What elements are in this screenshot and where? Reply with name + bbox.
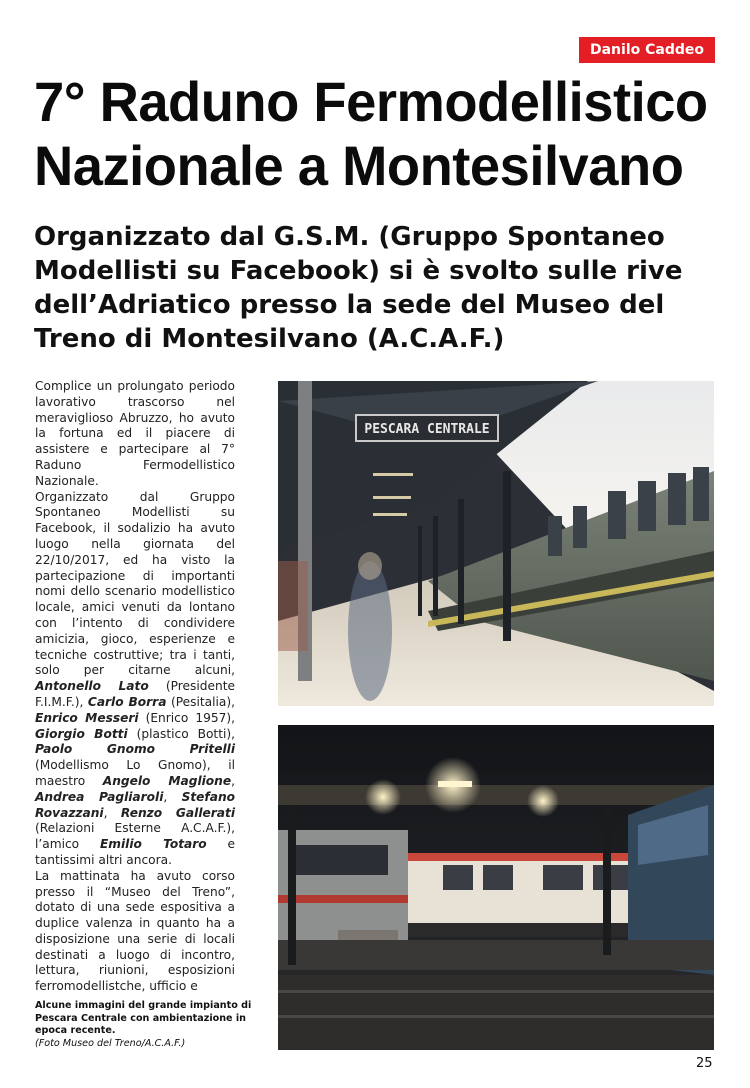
body-paragraph-1: Complice un prolungato periodo lavorativo trascorso nel meraviglioso Abruzzo, ho avuto la fortuna ed il piacere di assistere e partecipare al 7° Raduno Fermodellistico Nazionale. (35, 379, 235, 488)
person-name: Emilio Totaro (99, 837, 207, 852)
photo-pescara-platform (278, 381, 714, 706)
page-number: 25 (696, 1056, 713, 1071)
person-name: Giorgio Botti (35, 726, 128, 741)
body-text: , (231, 773, 235, 788)
subtitle-line-1: Organizzato dal G.S.M. (Gruppo Spontaneo (34, 222, 665, 252)
platform-scene (278, 381, 714, 706)
person-name: Angelo Maglione (102, 773, 232, 788)
body-text: e tantissimi altri ancora. (35, 837, 235, 867)
person-name: Andrea Pagliaroli (35, 789, 164, 804)
night-scene (278, 725, 714, 1050)
subtitle-line-3: dell’Adriatico presso la sede del Museo del (34, 290, 665, 320)
body-text: (Modellismo Lo Gnomo), il maestro (35, 758, 235, 788)
article-title (34, 70, 708, 198)
author-badge: Danilo Caddeo (579, 37, 715, 63)
article-body (35, 379, 235, 995)
title-line-1: 7° Raduno Fermodellistico (34, 70, 708, 133)
body-paragraph-2 (35, 490, 235, 869)
person-name: Renzo Gallerati (120, 805, 236, 820)
caption-credit: (Foto Museo del Treno/A.C.A.F.) (35, 1037, 186, 1049)
body-paragraph-3: La mattinata ha avuto corso presso il “Museo del Treno”, dotato di una sede espositiva a duplice valenza in quanto ha a disposizione una serie di locali destinati a luogo di incontro, lettura, riunioni, esposizioni ferromodellistche, ufficio e (35, 868, 235, 994)
body-text: , (103, 805, 121, 820)
body-text: Organizzato dal Gruppo Spontaneo Modellisti su Facebook, il sodalizio ha avuto luogo nella giornata del 22/10/2017, ed ha visto la partecipazione di importanti nomi dello scenario modellistico locale, amici venuti da lontano con l’intento di condividere amicizia, gioco, esperienze e tecniche costruttive; tra i tanti, solo per citarne alcuni, (35, 489, 235, 678)
person-name: Paolo Gnomo Pritelli (35, 742, 235, 757)
subtitle-line-4: Treno di Montesilvano (A.C.A.F.) (34, 324, 505, 354)
title-line-2: Nazionale a Montesilvano (34, 134, 684, 197)
body-text: (Pesitalia), (166, 694, 235, 709)
body-text: , (163, 789, 182, 804)
person-name: Carlo Borra (87, 694, 167, 709)
body-text: (Enrico 1957), (138, 710, 235, 725)
person-name: Enrico Messeri (35, 710, 139, 725)
station-sign-text: PESCARA CENTRALE (364, 422, 490, 437)
body-text: (Presidente F.I.M.F.), (35, 679, 235, 709)
photo-pescara-night (278, 725, 714, 1050)
article-subtitle (34, 220, 719, 356)
person-name: Stefano Rovazzani (35, 789, 236, 820)
body-text: (Relazioni Esterne A.C.A.F.), l’amico (35, 821, 235, 852)
photo-caption (35, 1000, 260, 1050)
person-name: Antonello Lato (35, 679, 149, 694)
caption-text: Alcune immagini del grande impianto di Pescara Centrale con ambientazione in epoca recente. (35, 1000, 252, 1037)
body-text: (plastico Botti), (127, 726, 236, 741)
subtitle-line-2: Modellisti su Facebook) si è svolto sulle rive (34, 256, 683, 286)
